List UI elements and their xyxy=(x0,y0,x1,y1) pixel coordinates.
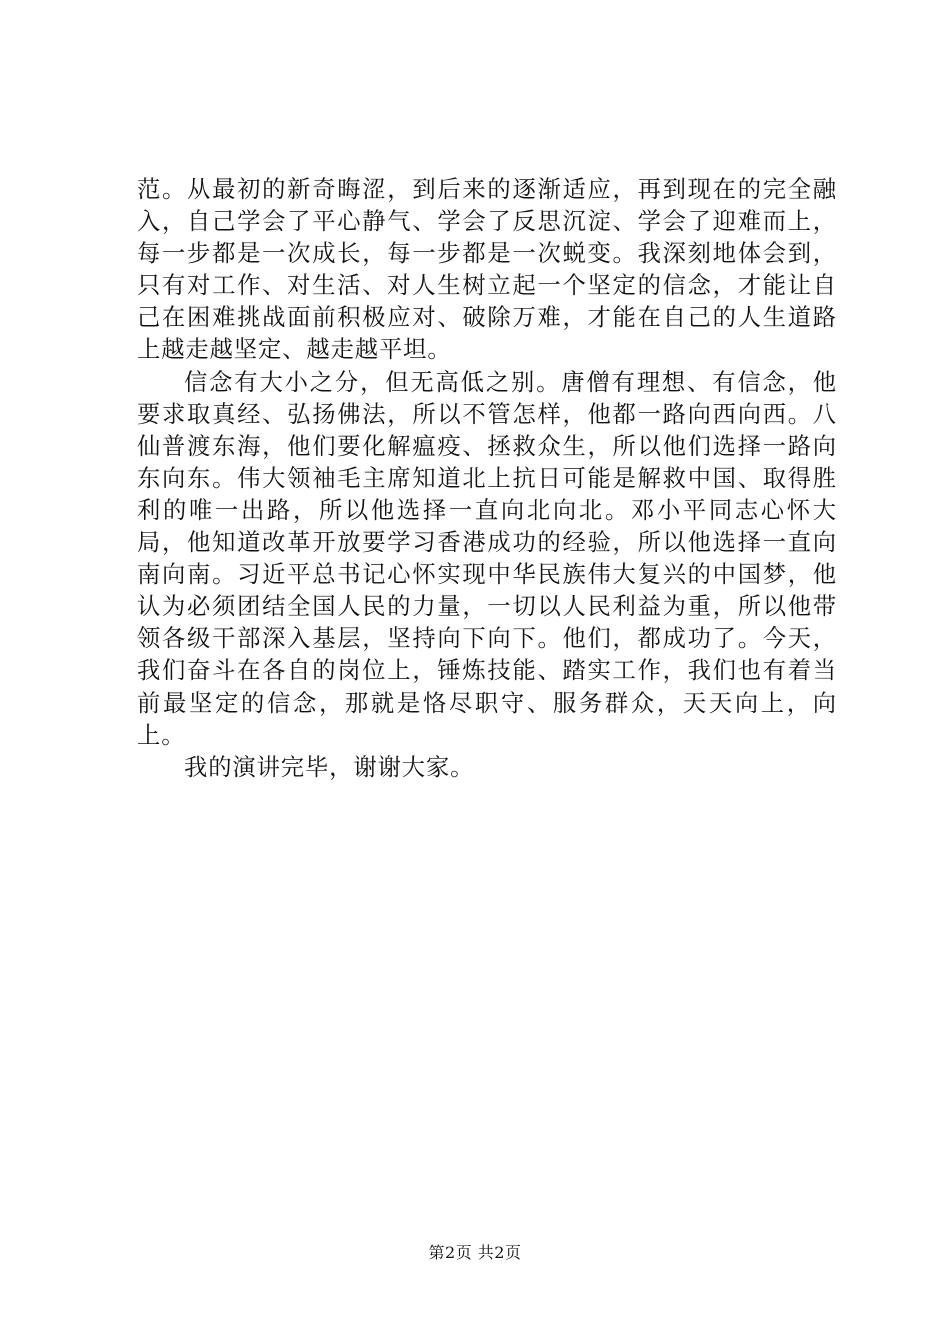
document-body xyxy=(137,174,837,784)
paragraph-closing: 我的演讲完毕，谢谢大家。 xyxy=(184,753,475,781)
paragraph-continuation: 范。从最初的新奇晦涩，到后来的逐渐适应，再到现在的完全融入，自己学会了平心静气、学会了反思沉淀、学会了迎难而上，每一步都是一次成长，每一步都是一次蜕变。我深刻地体会到，只有对工作、对生活、对人生树立起一个坚定的信念，才能让自己在困难挑战面前积极应对、破除万难，才能在自己的人生道路上越走越坚定、越走越平坦。 xyxy=(137,176,837,364)
page-footer: 第2页 共2页 xyxy=(428,1243,522,1262)
paragraph-belief: 信念有大小之分，但无高低之别。唐僧有理想、有信念，他要求取真经、弘扬佛法，所以不管怎样，他都一路向西向西。八仙普渡东海，他们要化解瘟疫、拯救众生，所以他们选择一路向东向东。伟大领袖毛主席知道北上抗日可能是解救中国、取得胜利的唯一出路，所以他选择一直向北向北。邓小平同志心怀大局，他知道改革开放要学习香港成功的经验，所以他选择一直向南向南。习近平总书记心怀实现中华民族伟大复兴的中国梦，他认为必须团结全国人民的力量，一切以人民利益为重，所以他带领各级干部深入基层，坚持向下向下。他们，都成功了。今天，我们奋斗在各自的岗位上，锤炼技能、踏实工作，我们也有着当前最坚定的信念，那就是恪尽职守、服务群众，天天向上，向上。 xyxy=(137,368,837,749)
